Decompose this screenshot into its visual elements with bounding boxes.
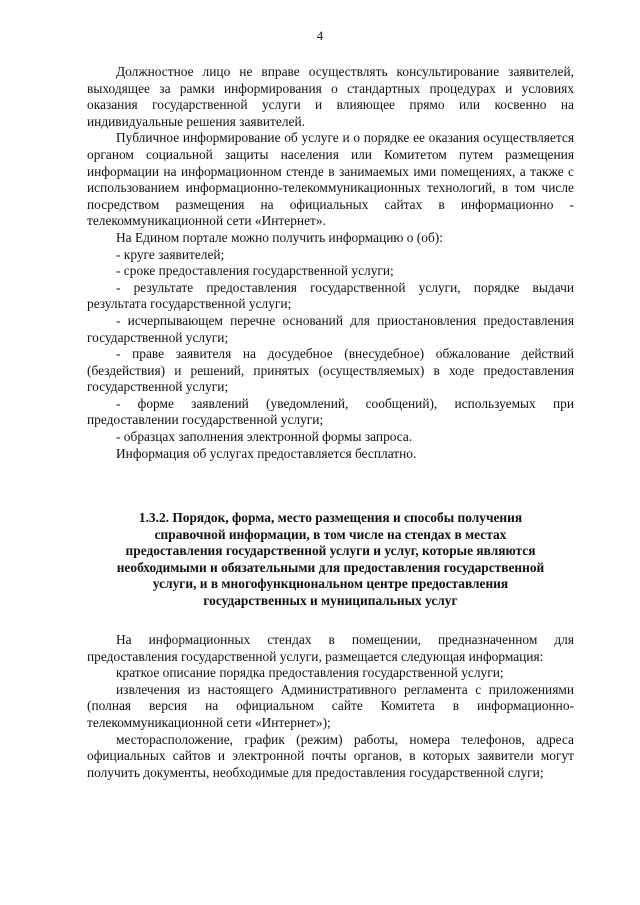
list-item: месторасположение, график (режим) работы, номера телефонов, адреса официальных сайтов и электронной почты органов, в которых заявители могут получить документы, необходимые для предоставления государственной слуги; <box>87 731 574 780</box>
list-item: - результате предоставления государственной услуги, порядке выдачи результата государственной услуги; <box>87 279 574 312</box>
section-heading <box>87 510 574 610</box>
list-item: краткое описание порядка предоставления государственной услуги; <box>116 665 504 681</box>
paragraph: Должностное лицо не вправе осуществлять консультирование заявителей, выходящее за рамки информирования о стандартных процедурах и условиях оказания государственной услуги и влияющее прямо или косвенно на индивидуальные решения заявителей. <box>87 64 574 129</box>
list-item: - исчерпывающем перечне оснований для приостановления предоставления государственной услуги; <box>87 312 574 345</box>
heading-line: услуги, и в многофункциональном центре предоставления <box>152 576 509 592</box>
list-item: извлечения из настоящего Административного регламента с приложениями (полная версия на официальном сайте Комитета в информационно-телекоммуникационной сети «Интернет»); <box>87 681 574 730</box>
paragraph: На информационных стендах в помещении, предназначенном для предоставления государственной услуги, размещается следующая информация: <box>87 632 574 664</box>
heading-line: справочной информации, в том числе на стендах в местах <box>154 526 507 542</box>
paragraph: Информация об услугах предоставляется бесплатно. <box>116 445 417 461</box>
heading-line: необходимыми и обязательными для предоставления государственной <box>116 559 545 575</box>
text-block-top <box>87 64 574 462</box>
list-item: - праве заявителя на досудебное (внесудебное) обжалование действий (бездействия) и решений, принятых (осуществляемых) в ходе предоставления государственной услуги; <box>87 346 574 395</box>
paragraph: На Едином портале можно получить информацию о (об): <box>116 229 443 245</box>
heading-line: 1.3.2. Порядок, форма, место размещения и способы получения <box>138 510 523 525</box>
list-item: - сроке предоставления государственной услуги; <box>116 263 394 279</box>
paragraph: Публичное информирование об услуге и о порядке ее оказания осуществляется органом социальной защиты населения или Комитетом путем размещения информации на информационном стенде в занимаемых ими помещениях, а также с использованием информационно-телекоммуникационных технологий, в том числе посредством размещения на официальных сайтах в информационно - телекоммуникационной сети «Интернет». <box>87 130 574 229</box>
heading-line: предоставления государственной услуги и услуг, которые являются <box>125 543 536 559</box>
page-number: 4 <box>316 28 324 43</box>
text-block-bottom <box>87 632 574 781</box>
list-item: - круге заявителей; <box>116 246 225 262</box>
list-item: - форме заявлений (уведомлений, сообщений), используемых при предоставлении государственной услуги; <box>87 395 574 428</box>
heading-line: государственных и муниципальных услуг <box>203 592 458 608</box>
list-item: - образцах заполнения электронной формы запроса. <box>116 429 413 445</box>
